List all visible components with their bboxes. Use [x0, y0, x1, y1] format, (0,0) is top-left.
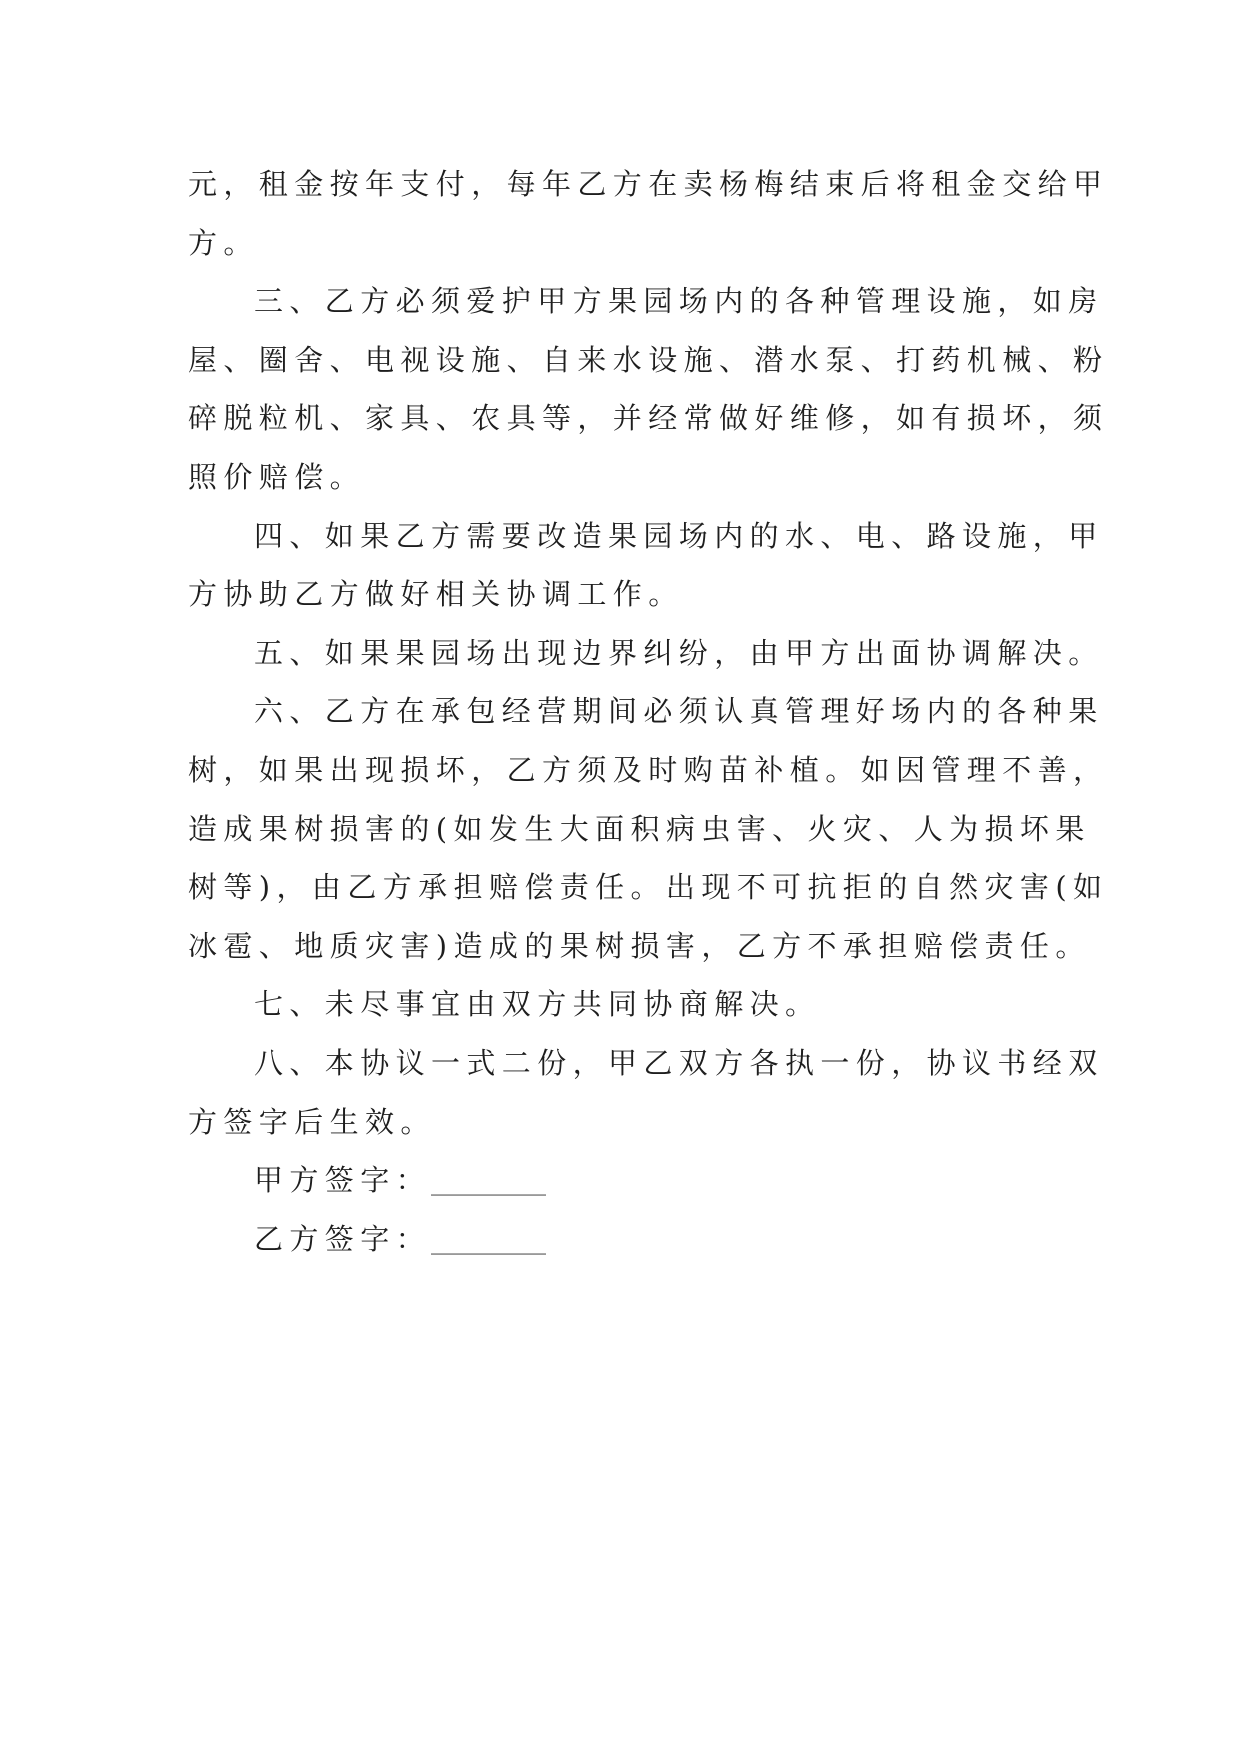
clause-7-other-matters: [188, 975, 1188, 1034]
clause-5-boundary: [188, 624, 1188, 683]
clause-6-tree-management: [188, 682, 1188, 975]
text-line: 造成果树损害的(如发生大面积病虫害、火灾、人为损坏果: [188, 811, 1091, 846]
party-b-signature-blank: __________: [431, 1228, 547, 1255]
text-line: 八、本协议一式二份，甲乙双方各执一份，协议书经双: [254, 1045, 1104, 1080]
text-line: 方协助乙方做好相关协调工作。: [188, 577, 684, 612]
text-line: 六、乙方在承包经营期间必须认真管理好场内的各种果: [254, 694, 1104, 729]
text-line: 方签字后生效。: [188, 1104, 436, 1139]
clause-8-copies: [188, 1034, 1188, 1151]
party-b-signature-label: 乙方签字：: [254, 1221, 432, 1256]
clause-3-facilities: [188, 272, 1188, 506]
text-line: 七、未尽事宜由双方共同协商解决。: [254, 987, 821, 1022]
text-line: 树等)，由乙方承担赔偿责任。出现不可抗拒的自然灾害(如: [188, 870, 1109, 905]
text-line: 元，租金按年支付，每年乙方在卖杨梅结束后将租金交给甲: [188, 167, 1109, 201]
text-line: 碎脱粒机、家具、农具等，并经常做好维修，如有损坏，须: [188, 401, 1109, 436]
text-line: 五、如果果园场出现边界纠纷，由甲方出面协调解决。: [254, 635, 1104, 670]
party-a-signature-blank: __________: [431, 1170, 547, 1197]
party-a-signature-line: [188, 1151, 1188, 1210]
text-line: 三、乙方必须爱护甲方果园场内的各种管理设施，如房: [254, 284, 1104, 319]
document-body: [188, 155, 1188, 1268]
party-b-signature-line: [188, 1210, 1188, 1269]
text-line: 四、如果乙方需要改造果园场内的水、电、路设施，甲: [254, 518, 1104, 553]
text-line: 方。: [188, 225, 259, 260]
paragraph-rent-payment: [188, 155, 1188, 272]
clause-4-infrastructure: [188, 507, 1188, 624]
party-a-signature-label: 甲方签字：: [254, 1163, 432, 1198]
signature-block: [188, 1151, 1188, 1268]
text-line: 冰雹、地质灾害)造成的果树损害，乙方不承担赔偿责任。: [188, 928, 1091, 963]
text-line: 屋、圈舍、电视设施、自来水设施、潜水泵、打药机械、粉: [188, 342, 1109, 377]
text-line: 照价赔偿。: [188, 459, 366, 494]
text-line: 树，如果出现损坏，乙方须及时购苗补植。如因管理不善，: [188, 752, 1109, 787]
